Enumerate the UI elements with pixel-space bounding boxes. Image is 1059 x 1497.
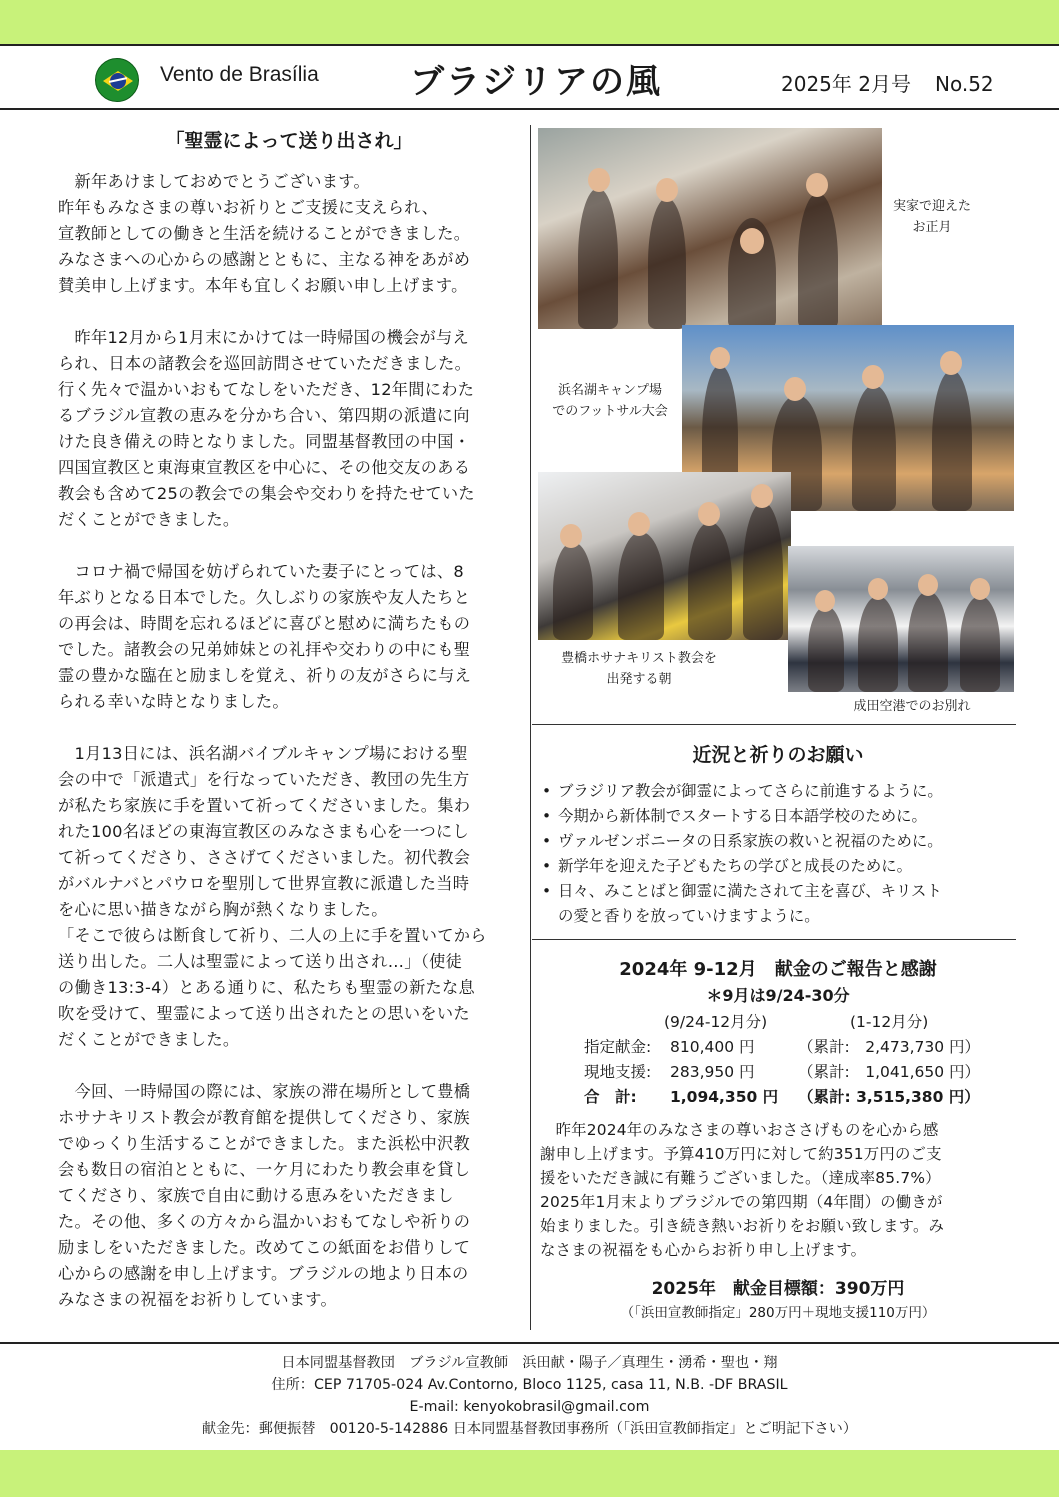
offering-goal-note: （「浜田宣教師指定」280万円＋現地支援110万円） — [620, 1305, 936, 1321]
top-color-band — [0, 0, 1059, 44]
offering-report — [540, 955, 1016, 1321]
prayer-list — [540, 779, 1016, 929]
caption-toyohashi: 豊橋ホサナキリスト教会を 出発する朝 — [561, 651, 717, 687]
prayer-title: 近況と祈りのお願い — [692, 744, 864, 766]
table-row: 現地支援: 283,950 円 （累計: 1,041,650 円） — [584, 1063, 981, 1081]
photo-new-year-family — [538, 128, 882, 329]
article-paragraph-4: 1月13日には、浜名湖バイブルキャンプ場における聖 会の中で「派遣式」を行なっていただき、教団の先生方 が私たち家族に手を置いて祈ってくださいました。集わ れた100名ほどの東海宣教区のみなさまも心を一つにし て祈ってくださり、ささげてくださいました。初代教会 がバルナバとパウロを聖別して世界宣教に派遣した当時 を心に思い描きながら胸が熱くなりました。 「そこで彼らは断食して祈り、二人の上に手を置いてから 送り出した。二人は聖霊によって送り出され…」（使徒 の働き13:3-4）とある通りに、私たちも聖霊の新たな息 吹を受けて、聖霊によって送り出されたとの思いをいた だくことができました。 — [58, 744, 487, 1049]
table-row: 指定献金: 810,400 円 （累計: 2,473,730 円） — [584, 1038, 981, 1056]
footer-email: E-mail: kenyokobrasil@gmail.com — [409, 1399, 650, 1415]
prayer-item: • ヴァルゼンボニータの日系家族の救いと祝福のために。 — [540, 829, 1016, 854]
footer-missionaries: 日本同盟基督教団 ブラジル宣教師 浜田献・陽子／真理生・湧希・聖也・翔 — [281, 1355, 778, 1371]
photo-narita-airport — [788, 546, 1014, 692]
publication-subtitle: Vento de Brasília — [160, 63, 319, 86]
prayer-item: • 日々、みことばと御霊に満たされて主を喜び、キリスト の愛と香りを放っていけますように。 — [540, 879, 1016, 929]
report-title: 2024年 9-12月 献金のご報告と感謝 — [619, 959, 937, 980]
issue-number: No.52 — [934, 72, 994, 96]
caption-futsal: 浜名湖キャンプ場 でのフットサル大会 — [552, 383, 668, 419]
photo-toyohashi-church — [538, 472, 791, 640]
offering-table — [540, 1010, 1016, 1110]
article-paragraph-1: 新年あけましておめでとうございます。 昨年もみなさまの尊いお祈りとご支援に支えられ、 宣教師としての働きと生活を続けることができました。 みなさまへの心からの感謝とともに、主なる神をあがめ 賛美申し上げます。本年も宜しくお願い申し上げます。 — [58, 172, 471, 295]
table-total-row: 合 計: 1,094,350 円 （累計: 3,515,380 円） — [584, 1088, 980, 1106]
issue-date: 2025年 2月号 — [781, 72, 911, 96]
report-subtitle: ＊9月は9/24-30分 — [706, 986, 850, 1005]
article-paragraph-3: コロナ禍で帰国を妨げられていた妻子にとっては、8 年ぶりとなる日本でした。久しぶりの家族や友人たちと の再会は、時間を忘れるほどに喜びと慰めに満ちたもの でした。諸教会の兄弟姉妹との礼拝や交わりの中にも聖 霊の豊かな臨在と励ましを覚え、祈りの友がさらに与え られる幸いな時となりました。 — [58, 562, 472, 711]
footer-divider — [0, 1342, 1059, 1344]
prayer-item: • ブラジリア教会が御霊によってさらに前進するように。 — [540, 779, 1016, 804]
contact-footer — [0, 1352, 1059, 1440]
newsletter-header — [0, 44, 1059, 110]
caption-new-year: 実家で迎えた お正月 — [892, 199, 971, 235]
section-divider — [532, 939, 1016, 940]
thanks-paragraph: 昨年2024年のみなさまの尊いおささげものを心から感 謝申し上げます。予算410万円に対して約351万円のご支 援をいただき誠に有難うございました。（達成率85.7%） 2025年1月末よりブラジルでの第四期（4年間）の働きが 始まりました。引き続き熱いお祈りをお願い致します。み なさまの祝福をも心からお祈り申し上げます。 — [540, 1121, 945, 1259]
prayer-item: • 新学年を迎えた子どもたちの学びと成長のために。 — [540, 854, 1016, 879]
article-paragraph-5: 今回、一時帰国の際には、家族の滞在場所として豊橋 ホサナキリスト教会が教育館を提供してくださり、家族 でゆっくり生活することができました。また浜松中沢教 会も数日の宿泊とともに、一ケ月にわたり教会車を貸し てくださり、家族で自由に動ける恵みをいただきまし た。その他、多くの方々から温かいおもてなしや祈りの 励ましをいただきました。改めてこの紙面をお借りして 心からの感謝を申し上げます。ブラジルの地より日本の みなさまの祝福をお祈りしています。 — [58, 1082, 471, 1309]
newsletter-title: ブラジリアの風 — [410, 62, 662, 102]
brazil-flag-icon — [95, 58, 139, 102]
section-divider — [532, 724, 1016, 725]
bottom-color-band — [0, 1450, 1059, 1497]
footer-address: 住所：CEP 71705-024 Av.Contorno, Bloco 1125, casa 11, N.B. -DF BRASIL — [271, 1377, 788, 1393]
issue-info — [781, 68, 994, 97]
caption-narita: 成田空港でのお別れ — [853, 699, 971, 714]
prayer-requests — [540, 740, 1016, 929]
table-header-row: (9/24-12月分) (1-12月分) — [664, 1013, 929, 1031]
article-title: 「聖霊によって送り出され」 — [165, 130, 413, 152]
main-article — [58, 126, 520, 1339]
offering-goal: 2025年 献金目標額：390万円 — [651, 1279, 905, 1299]
article-paragraph-2: 昨年12月から1月末にかけては一時帰国の機会が与え られ、日本の諸教会を巡回訪問させていただきました。 行く先々で温かいおもてなしをいただき、12年間にわた るブラジル宣教の恵みを分かち合い、第四期の派遣に向 けた良き備えの時となりました。同盟基督教団の中国・ 四国宣教区と東海東宣教区を中心に、その他交友のある 教会も含めて25の教会での集会や交わりを持たせていた だくことができました。 — [58, 328, 475, 529]
footer-donation: 献金先：郵便振替 00120-5-142886 日本同盟基督教団事務所（「浜田宣教師指定」とご明記下さい） — [201, 1421, 858, 1437]
prayer-item: • 今期から新体制でスタートする日本語学校のために。 — [540, 804, 1016, 829]
column-divider — [530, 125, 531, 1330]
